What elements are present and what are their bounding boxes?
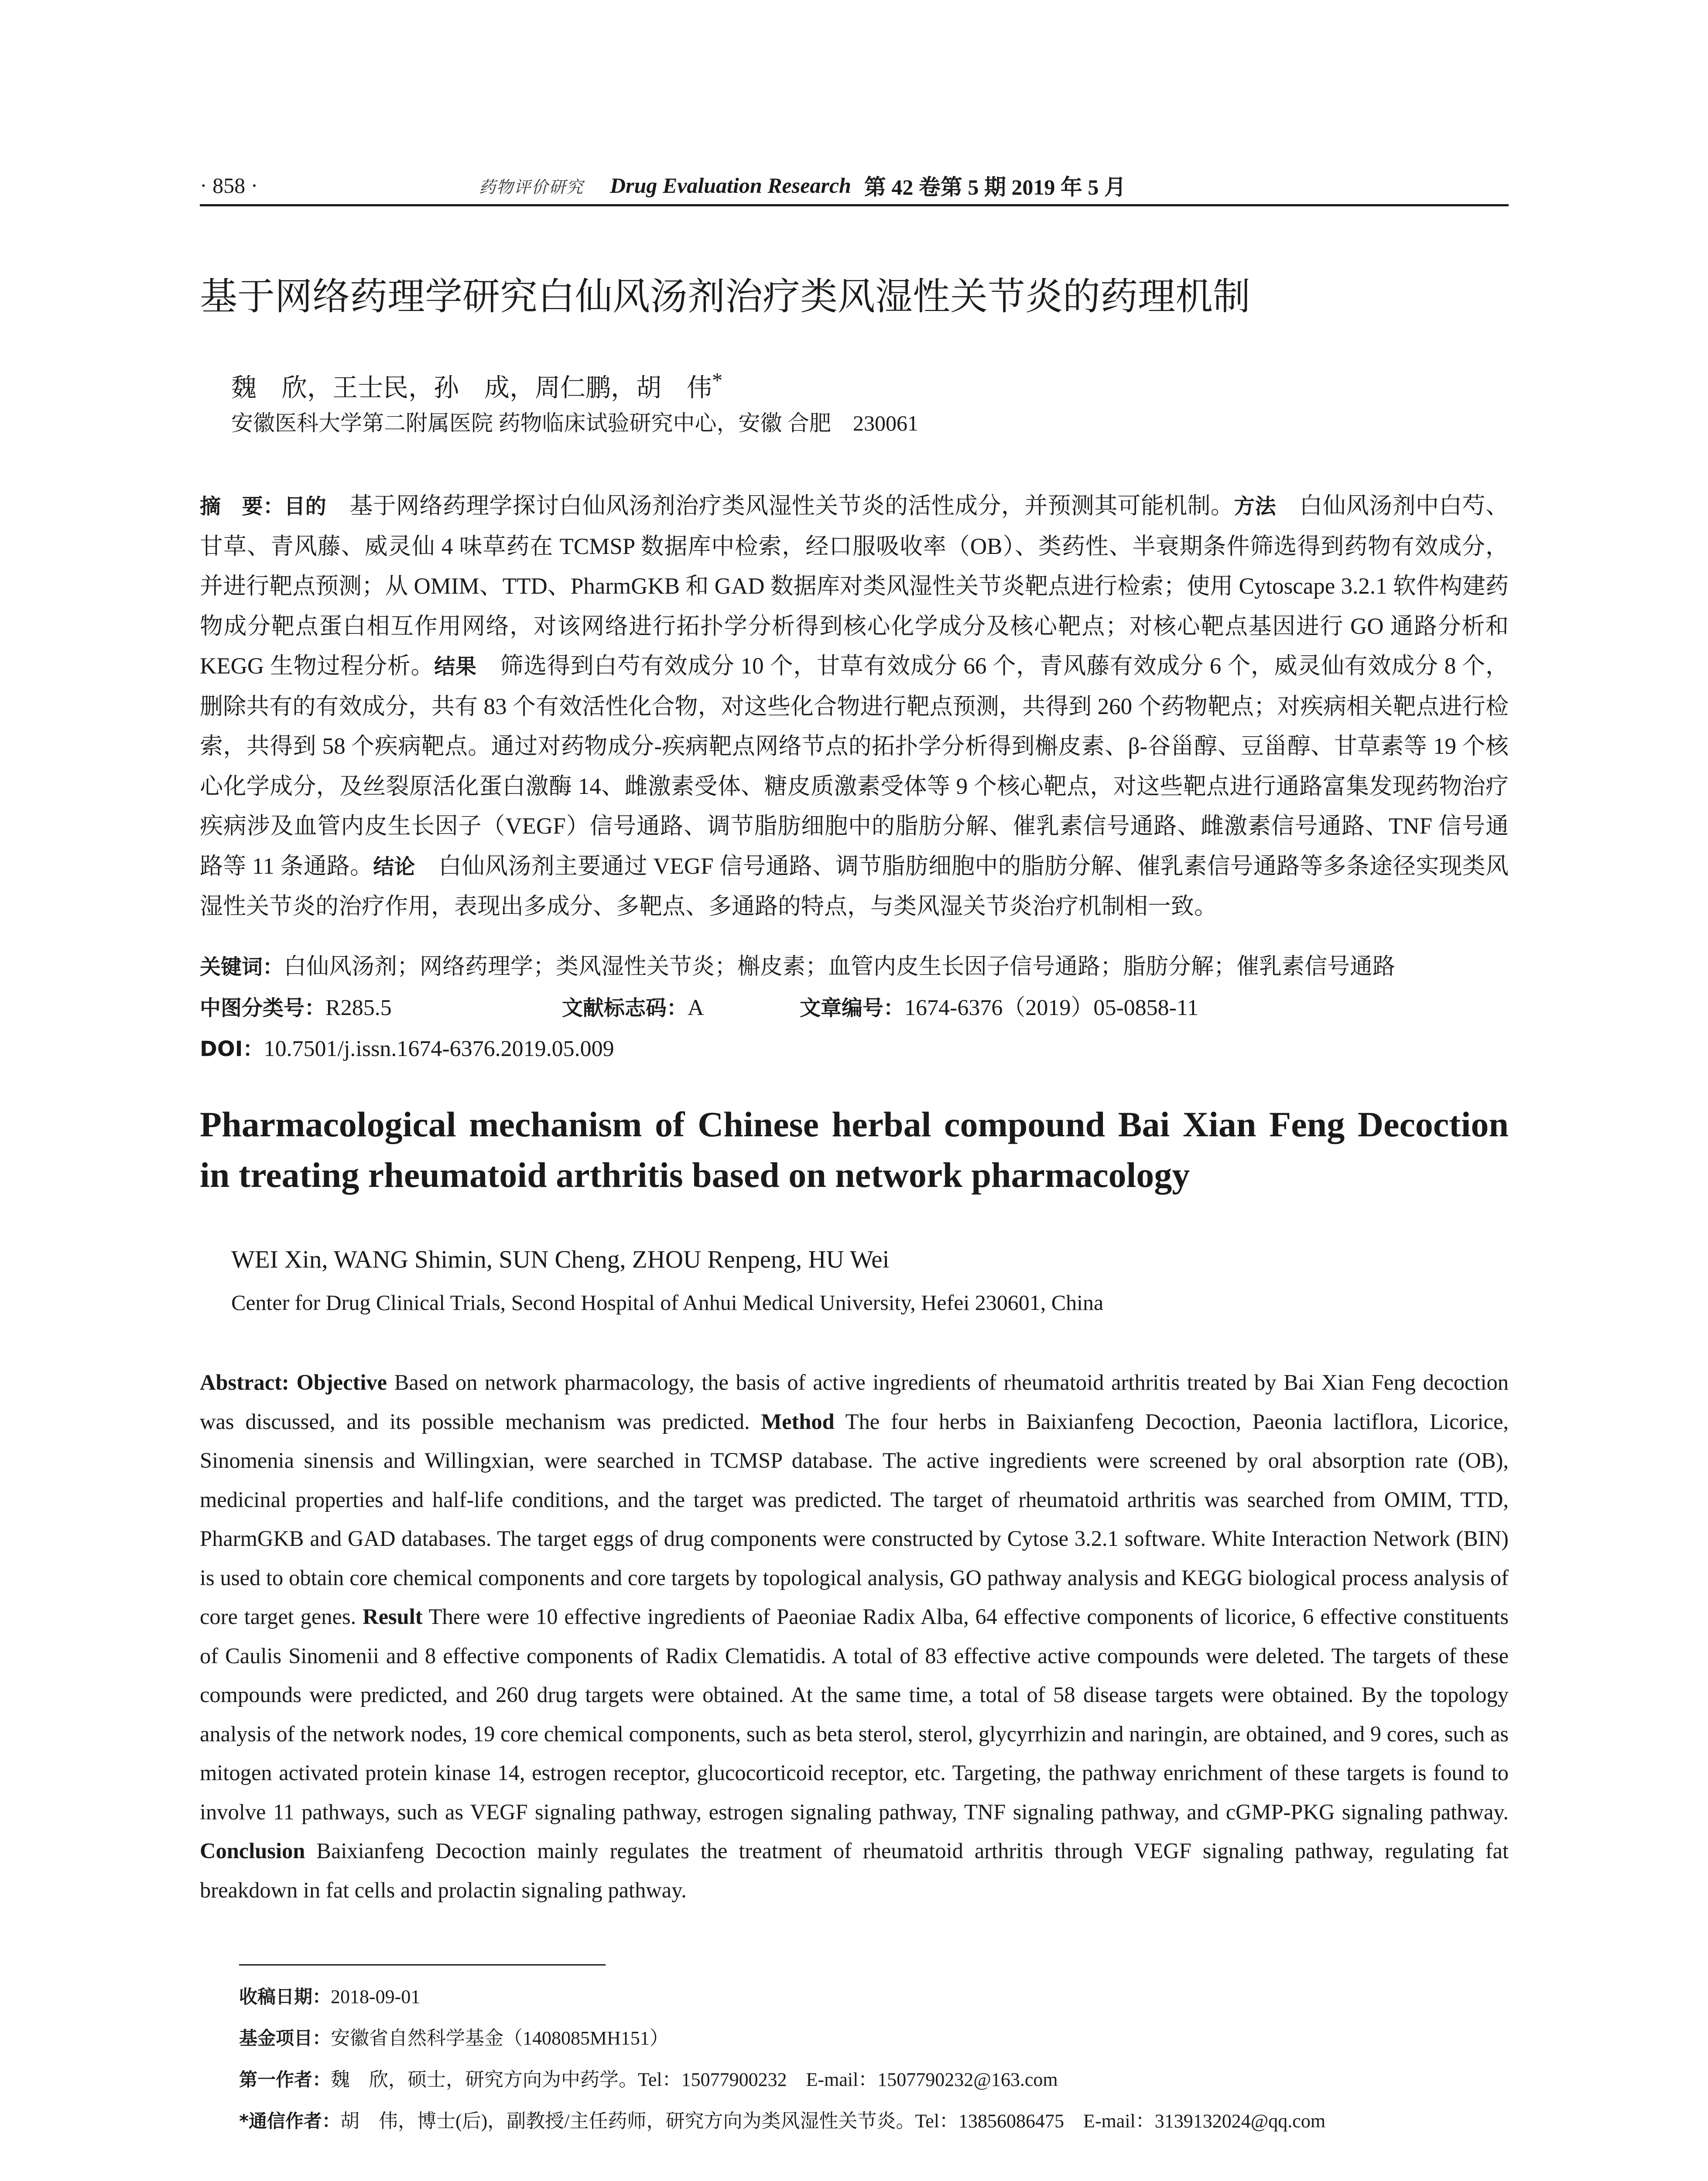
article-no-value: 1674-6376（2019）05-0858-11: [904, 995, 1199, 1020]
footnote-fund: [239, 2017, 1526, 2059]
clc-label: 中图分类号：: [200, 996, 326, 1020]
doc-code-value: A: [688, 995, 704, 1020]
header-rule: [200, 204, 1509, 206]
corresponding-author-mark: *: [712, 369, 723, 392]
english-authors: WEI Xin, WANG Shimin, SUN Cheng, ZHOU Renpeng, HU Wei: [231, 1246, 890, 1273]
first-author-value: 魏 欣，硕士，研究方向为中药学。Tel：15077900232 E-mail：1507790232@163.com: [331, 2069, 1058, 2090]
keywords-row: [200, 947, 1509, 988]
english-affiliation: Center for Drug Clinical Trials, Second Hospital of Anhui Medical University, Hefei 230601, China: [231, 1290, 1104, 1315]
article-no-label: 文章编号：: [800, 996, 905, 1020]
article-metadata: [200, 947, 1509, 1070]
method-text: 白仙风汤剂中白芍、甘草、青风藤、威灵仙 4 味草药在 TCMSP 数据库中检索，经口服吸收率（OB）、类药性、半衰期条件筛选得到药物有效成分，并进行靶点预测；从 OMIM、TTD、PharmGKB 和 GAD 数据库对类风湿性关节炎靶点进行检索；使用 Cytoscape 3.2.1 软件构建药物成分靶点蛋白相互作用网络，对该网络进行拓扑学分析得到核心化学成分及核心靶点；对核心靶点基因进行 GO 通路分析和 KEGG 生物过程分析。: [200, 493, 1509, 679]
first-author-label: 第一作者：: [239, 2069, 331, 2090]
keywords: 白仙风汤剂；网络药理学；类风湿性关节炎；槲皮素；血管内皮生长因子信号通路；脂肪分解；催乳素信号通路: [284, 954, 1396, 979]
corresponding-label: *通信作者：: [239, 2110, 340, 2132]
journal-logo: 药物评价研究: [479, 178, 584, 197]
corresponding-value: 胡 伟，博士(后)，副教授/主任药师，研究方向为类风湿性关节炎。Tel：13856086475 E-mail：3139132024@qq.com: [340, 2110, 1326, 2132]
doi-value[interactable]: 10.7501/j.issn.1674-6376.2019.05.009: [264, 1036, 614, 1061]
article-no-cell: [800, 988, 1198, 1029]
received-label: 收稿日期：: [239, 1986, 331, 2007]
journal-name: Drug Evaluation Research: [610, 173, 851, 198]
footnotes: [239, 1976, 1526, 2142]
chinese-author-list: 魏 欣，王士民，孙 成，周仁鹏，胡 伟: [231, 373, 712, 402]
page-number: · 858 ·: [200, 173, 258, 198]
doi-label: DOI：: [200, 1037, 264, 1061]
chinese-abstract: [200, 486, 1509, 927]
method-label: 方法: [1234, 494, 1276, 519]
footnote-first-author: [239, 2059, 1526, 2100]
conclusion-text: 白仙风汤剂主要通过 VEGF 信号通路、调节脂肪细胞中的脂肪分解、催乳素信号通路等多条途径实现类风湿性关节炎的治疗作用，表现出多成分、多靶点、多通路的特点，与类风湿关节炎治疗机制相一致。: [200, 853, 1509, 919]
running-header: [200, 168, 1509, 203]
result-label: 结果: [434, 654, 477, 679]
footnote-rule: [239, 1964, 606, 1966]
objective-text: 基于网络药理学探讨白仙风汤剂治疗类风湿性关节炎的活性成分，并预测其可能机制。: [326, 493, 1234, 519]
english-abstract: [200, 1363, 1509, 1910]
classification-row: [200, 988, 1509, 1029]
result-text: 筛选得到白芍有效成分 10 个，甘草有效成分 66 个，青风藤有效成分 6 个，威灵仙有效成分 8 个，删除共有的有效成分，共有 83 个有效活性化合物，对这些化合物进行靶点预测，共得到 260 个药物靶点；对疾病相关靶点进行检索，共得到 58 个疾病靶点。通过对药物成分-疾病靶点网络节点的拓扑学分析得到槲皮素、β-谷甾醇、豆甾醇、甘草素等 19 个核心化学成分，及丝裂原活化蛋白激酶 14、雌激素受体、糖皮质激素受体等 9 个核心靶点，对这些靶点进行通路富集发现药物治疗疾病涉及血管内皮生长因子（VEGF）信号通路、调节脂肪细胞中的脂肪分解、催乳素信号通路、雌激素信号通路、TNF 信号通路等 11 条通路。: [200, 653, 1509, 879]
en-abstract-label: Abstract:: [200, 1370, 289, 1395]
chinese-affiliation: 安徽医科大学第二附属医院 药物临床试验研究中心，安徽 合肥 230061: [231, 411, 918, 435]
clc-cell: [200, 988, 562, 1029]
en-result-label: Result: [363, 1604, 423, 1629]
fund-label: 基金项目：: [239, 2027, 331, 2049]
en-result-text: There were 10 effective ingredients of Paeoniae Radix Alba, 64 effective components of licorice, 6 effective constituents of Caulis Sinomenii and 8 effective components of Radix Clematidis. A total of 83 effective active compounds were deleted. The targets of these compounds were predicted, and 260 drug targets were obtained. At the same time, a total of 58 disease targets were obtained. By the topology analysis of the network nodes, 19 core chemical components, such as beta sterol, sterol, glycyrrhizin and naringin, are obtained, and 9 cores, such as mitogen activated protein kinase 14, estrogen receptor, glucocorticoid receptor, etc. Targeting, the pathway enrichment of these targets is found to involve 11 pathways, such as VEGF signaling pathway, estrogen signaling pathway, TNF signaling pathway, and cGMP-PKG signaling pathway.: [200, 1604, 1509, 1824]
doc-code-label: 文献标志码：: [562, 996, 688, 1020]
abstract-label: 摘 要：: [200, 494, 284, 519]
clc-value: R285.5: [325, 995, 392, 1020]
conclusion-label: 结论: [373, 854, 415, 879]
issue-info: 第 42 卷第 5 期 2019 年 5 月: [864, 175, 1126, 199]
objective-label: 目的: [284, 494, 327, 519]
doc-code-cell: [562, 988, 800, 1029]
chinese-title: 基于网络药理学研究白仙风汤剂治疗类风湿性关节炎的药理机制: [200, 275, 1250, 318]
en-method-label: Method: [761, 1409, 835, 1434]
en-conclusion-label: Conclusion: [200, 1839, 305, 1863]
footnote-corresponding: [239, 2100, 1526, 2142]
en-objective-text: Based on network pharmacology, the basis of active ingredients of rheumatoid arthritis treated by Bai Xian Feng decoction was discussed, and its possible mechanism was predicted.: [200, 1370, 1509, 1434]
footnote-received: [239, 1976, 1526, 2017]
keywords-label: 关键词：: [200, 955, 284, 979]
received-value: 2018-09-01: [331, 1986, 421, 2007]
en-method-text: The four herbs in Baixianfeng Decoction, Paeonia lactiflora, Licorice, Sinomenia sinensis and Willingxian, were searched in TCMSP database. The active ingredients were screened by oral absorption rate (OB), medicinal properties and half-life conditions, and the target was predicted. The target of rheumatoid arthritis was searched from OMIM, TTD, PharmGKB and GAD databases. The target eggs of drug components were constructed by Cytose 3.2.1 software. White Interaction Network (BIN) is used to obtain core chemical components and core targets by topological analysis, GO pathway analysis and KEGG biological process analysis of core target genes.: [200, 1409, 1509, 1629]
en-objective-label: Objective: [296, 1370, 387, 1395]
en-conclusion-text: Baixianfeng Decoction mainly regulates the treatment of rheumatoid arthritis through VEGF signaling pathway, regulating fat breakdown in fat cells and prolactin signaling pathway.: [200, 1839, 1509, 1902]
fund-value: 安徽省自然科学基金（1408085MH151）: [331, 2027, 669, 2049]
doi-row: [200, 1029, 1509, 1070]
english-title: Pharmacological mechanism of Chinese herbal compound Bai Xian Feng Decoction in treating rheumatoid arthritis based on network pharmacology: [200, 1104, 1509, 1195]
chinese-authors: [231, 361, 722, 407]
